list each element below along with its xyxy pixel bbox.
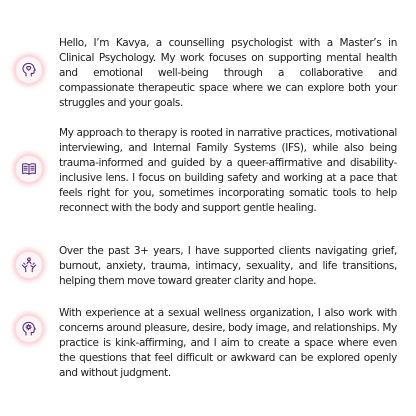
open-book-icon bbox=[16, 156, 42, 182]
head-mind-icon bbox=[16, 316, 42, 342]
support-hands-icon bbox=[16, 252, 42, 278]
sexual-wellness-paragraph: With experience at a sexual wellness organization, I also work with concerns around pleasure, desire, body image, and relationships. My practice is kink-affirming, and I aim to create a space where even the questions that feel difficult or awkward can be explored openly and without judgment. bbox=[59, 307, 397, 379]
brain-heart-icon bbox=[16, 57, 42, 83]
experience-paragraph: Over the past 3+ years, I have supported clients navigating grief, burnout, anxiety, trauma, intimacy, sexuality, and life transitions, helping them move toward greater clarity and hope. bbox=[59, 245, 397, 287]
approach-paragraph: My approach to therapy is rooted in narrative practices, motivational interviewing, and Internal Family Systems (IFS), while also being trauma-informed and guided by a queer-affirmative and disability-inclusive lens. I focus on building safety and working at a pace that feels right for you, sometimes incorporating somatic tools to help reconnect with the body and support gentle healing. bbox=[59, 127, 397, 214]
intro-paragraph: Hello, I’m Kavya, a counselling psychologist with a Master’s in Clinical Psychology. My work focuses on supporting mental health and emotional well-being through a collaborative and compassionate therapeutic space where we can explore both your struggles and your goals. bbox=[59, 37, 397, 109]
